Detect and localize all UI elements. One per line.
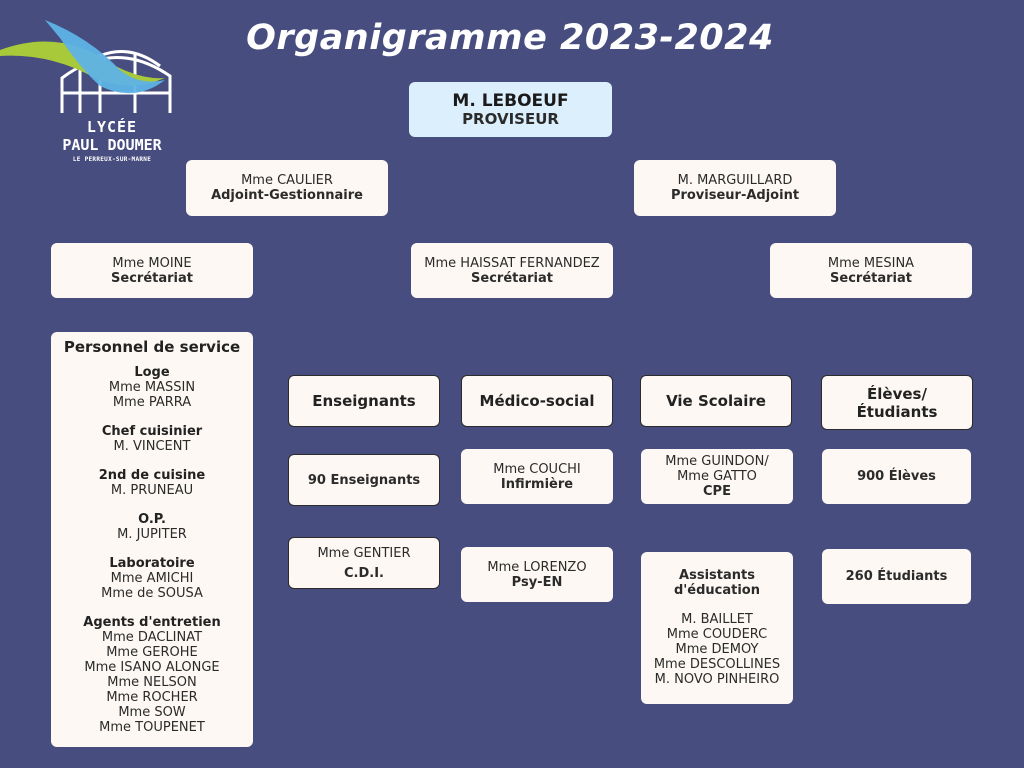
school-logo xyxy=(0,8,200,168)
service-title: Personnel de service xyxy=(63,338,241,356)
secretariat-name: Mme MESINA xyxy=(827,255,915,271)
gestionnaire-box xyxy=(186,160,388,216)
adjoint-name: M. MARGUILLARD xyxy=(677,173,793,188)
secretariat-box-mesina xyxy=(770,243,972,298)
assistant: Mme DESCOLLINES xyxy=(653,657,781,672)
proviseur-box xyxy=(409,82,612,137)
assistants-title-1: Assistants xyxy=(679,568,755,583)
group-title: Agents d'entretien xyxy=(83,615,221,630)
group-title: Chef cuisinier xyxy=(101,424,203,439)
service-group-op xyxy=(117,512,187,542)
proviseur-name: M. LEBOEUF xyxy=(452,91,569,111)
secretariat-role: Secrétariat xyxy=(830,270,912,286)
category-medico-social: Médico-social xyxy=(461,375,613,427)
group-title: O.P. xyxy=(138,512,166,527)
cpe-role: CPE xyxy=(703,484,731,499)
category-eleves-etudiants: Élèves/ Étudiants xyxy=(821,375,973,430)
service-staff-box xyxy=(51,332,253,747)
member: Mme ISANO ALONGE xyxy=(84,660,220,675)
enseignants-count: 90 Enseignants xyxy=(307,472,421,488)
member: Mme AMICHI xyxy=(110,571,194,586)
member: Mme SOW xyxy=(118,705,186,720)
assistants-title xyxy=(674,568,760,598)
member: Mme ROCHER xyxy=(106,690,198,705)
cdi-role: C.D.I. xyxy=(344,565,384,581)
adjoint-box xyxy=(634,160,836,216)
assistants-box xyxy=(641,552,793,704)
assistant: M. BAILLET xyxy=(681,612,753,627)
cpe-name-2: Mme GATTO xyxy=(677,469,757,484)
member: Mme de SOUSA xyxy=(101,586,203,601)
group-title: Laboratoire xyxy=(109,556,195,571)
assistant: M. NOVO PINHEIRO xyxy=(654,672,780,687)
gestionnaire-name: Mme CAULIER xyxy=(241,173,333,188)
member: Mme PARRA xyxy=(112,395,192,410)
service-group-2nd xyxy=(99,468,205,498)
adjoint-role: Proviseur-Adjoint xyxy=(670,188,800,203)
gestionnaire-role: Adjoint-Gestionnaire xyxy=(211,188,363,203)
proviseur-role: PROVISEUR xyxy=(462,110,559,128)
category-enseignants: Enseignants xyxy=(288,375,440,427)
logo-line-3: LE PERREUX-SUR-MARNE xyxy=(72,156,152,163)
eleves-count-box xyxy=(822,449,971,504)
assistant: Mme COUDERC xyxy=(666,627,768,642)
secretariat-role: Secrétariat xyxy=(111,270,193,286)
enseignants-count-box xyxy=(288,454,440,506)
assistants-title-2: d'éducation xyxy=(674,583,760,598)
service-group-labo xyxy=(101,556,203,601)
secretariat-box-moine xyxy=(51,243,253,298)
etudiants-count: 260 Étudiants xyxy=(845,569,948,584)
member: Mme TOUPENET xyxy=(99,720,205,735)
infirmiere-name: Mme COUCHI xyxy=(493,461,581,477)
secretariat-name: Mme HAISSAT FERNANDEZ xyxy=(424,255,600,271)
logo-line-1: LYCÉE xyxy=(86,118,138,136)
psy-role: Psy-EN xyxy=(511,574,563,590)
eleves-count: 900 Élèves xyxy=(857,469,936,484)
service-group-loge xyxy=(109,365,195,410)
member: Mme DACLINAT xyxy=(101,630,203,645)
logo-line-2: PAUL DOUMER xyxy=(62,136,162,154)
assistant: Mme DEMOY xyxy=(675,642,759,657)
service-group-chef xyxy=(102,424,202,454)
infirmiere-box xyxy=(461,449,613,504)
cpe-name-1: Mme GUINDON/ xyxy=(665,454,769,469)
member: Mme NELSON xyxy=(107,675,197,690)
secretariat-box-haissat xyxy=(411,243,613,298)
page-title: Organigramme 2023-2024 xyxy=(246,18,774,58)
member: Mme GEROHE xyxy=(106,645,198,660)
service-group-entretien xyxy=(83,615,220,735)
cpe-box xyxy=(641,449,793,504)
member: M. JUPITER xyxy=(117,527,187,542)
group-title: 2nd de cuisine xyxy=(98,468,206,483)
psy-box xyxy=(461,547,613,602)
member: M. VINCENT xyxy=(113,439,191,454)
infirmiere-role: Infirmière xyxy=(500,476,574,492)
member: M. PRUNEAU xyxy=(110,483,194,498)
cdi-box xyxy=(288,537,440,589)
secretariat-name: Mme MOINE xyxy=(112,255,192,271)
category-vie-scolaire: Vie Scolaire xyxy=(640,375,792,427)
group-title: Loge xyxy=(134,365,170,380)
member: Mme MASSIN xyxy=(108,380,196,395)
etudiants-count-box xyxy=(822,549,971,604)
psy-name: Mme LORENZO xyxy=(487,559,587,575)
secretariat-role: Secrétariat xyxy=(471,270,553,286)
cdi-name: Mme GENTIER xyxy=(317,545,411,561)
